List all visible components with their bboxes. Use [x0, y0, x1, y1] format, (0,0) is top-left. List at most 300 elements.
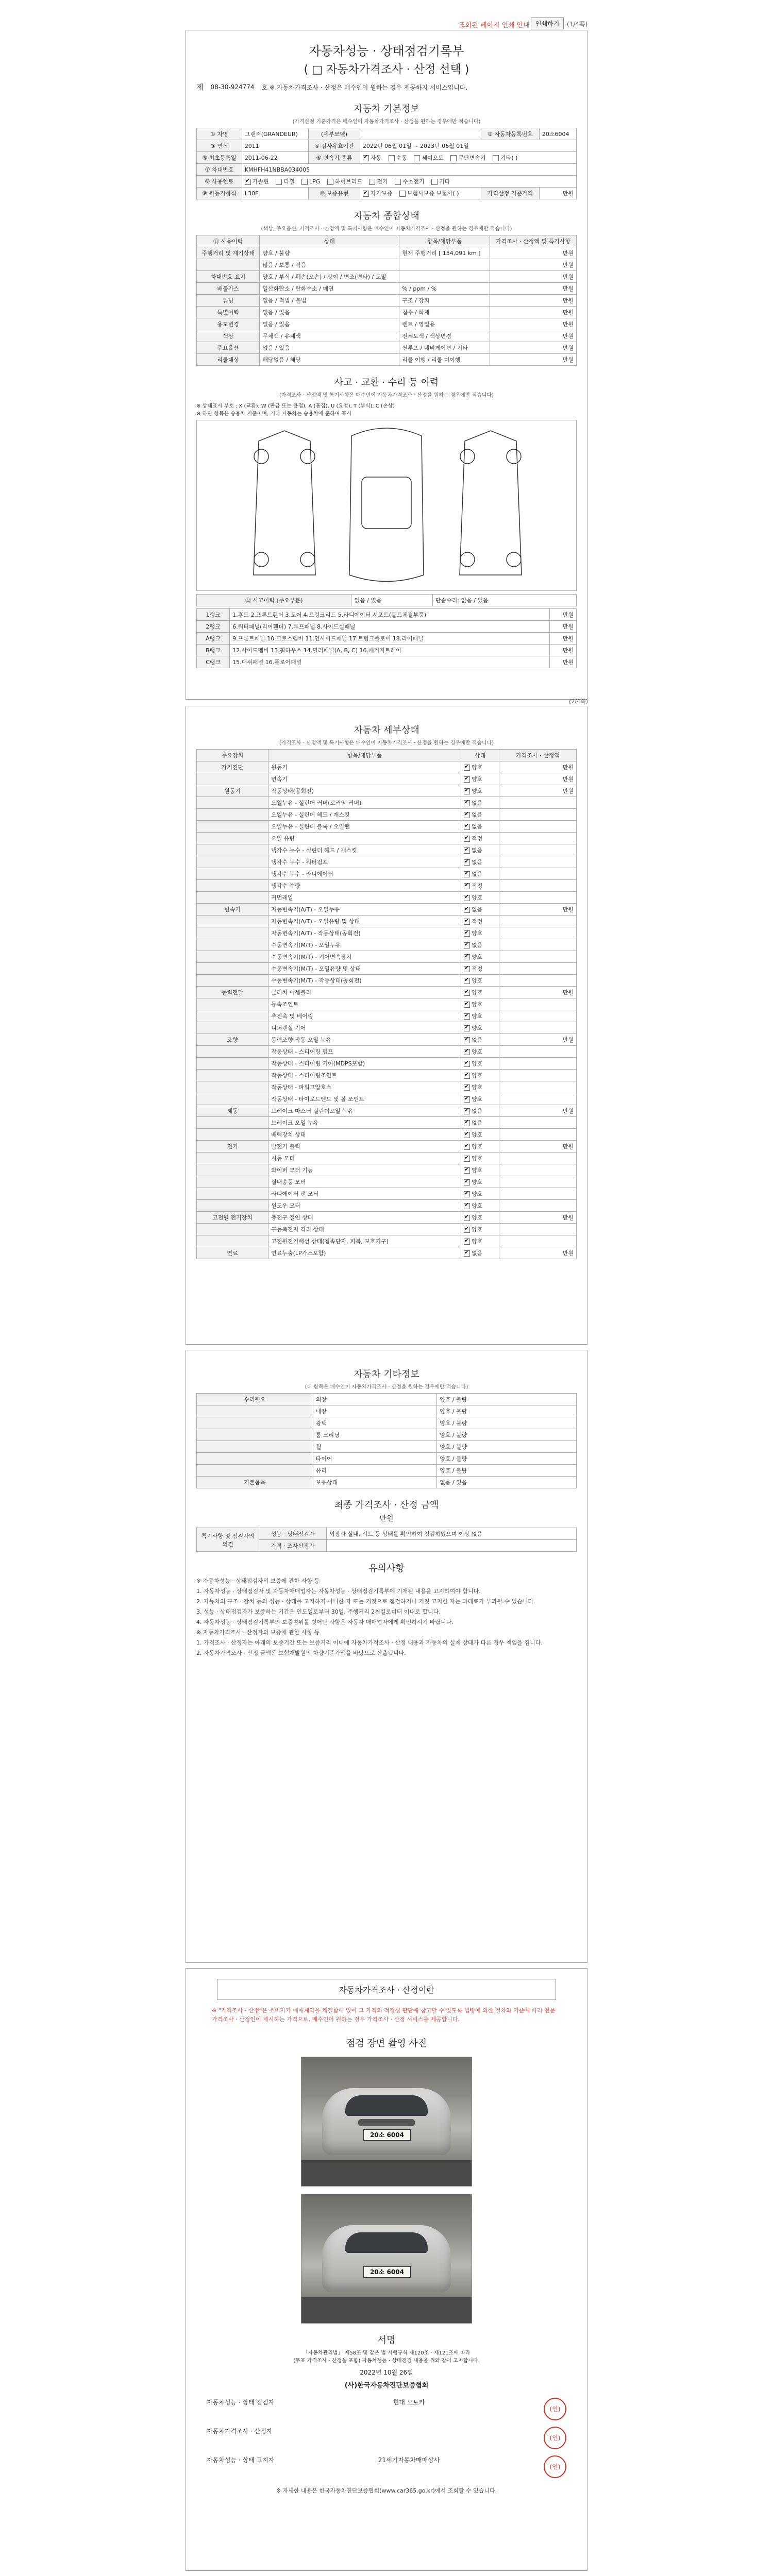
notice-item: 2. 자동차가격조사 · 산정 금액은 보험개발원의 차량기준가액을 바탕으로 산출됩니다. — [196, 1650, 406, 1657]
option-label: 보험사보증 보험사( ) — [407, 190, 459, 197]
detail-state — [461, 1093, 499, 1105]
state-label: 양호 — [472, 1131, 483, 1138]
detail-value — [499, 1117, 576, 1129]
summary-key: 주행거리 및 계기상태 — [197, 247, 260, 259]
detail-item: 라디에이터 팬 모터 — [268, 1188, 461, 1200]
accident-note: (가격조사 · 산정액 및 특기사항은 매수인이 자동차가격조사 · 산정을 원하는 경우에만 적습니다) — [279, 393, 494, 398]
label-inspection-period: ④ 검사유효기간 — [309, 140, 360, 152]
detail-group — [197, 1188, 268, 1200]
table-row — [197, 621, 577, 633]
summary-table — [196, 235, 577, 366]
checkbox — [369, 179, 375, 185]
value-base-price: 만원 — [539, 188, 576, 199]
detail-value — [499, 821, 576, 833]
parts-value: 만원 — [550, 633, 577, 645]
checkbox — [414, 155, 420, 161]
table-row — [197, 963, 577, 975]
detail-value — [499, 1164, 576, 1176]
other-group: 수리필요 — [197, 1394, 313, 1405]
other-item: 유리 — [313, 1465, 436, 1477]
option-other — [493, 154, 517, 162]
detail-item: 냉각수 수량 — [268, 880, 461, 892]
checkbox — [464, 990, 470, 996]
detail-value — [499, 1010, 576, 1022]
detail-value: 만원 — [499, 1105, 576, 1117]
signer-list — [196, 2395, 577, 2481]
detail-group: 자기진단 — [197, 761, 268, 773]
table-row — [197, 271, 577, 283]
table-row — [197, 927, 577, 939]
other-opts: 양호 / 불량 — [437, 1417, 577, 1429]
other-body — [197, 1394, 577, 1488]
detail-state — [461, 1141, 499, 1153]
basic-info-title: 자동차 기본정보 — [354, 104, 419, 114]
value-inspection-period: 2022년 06월 01일 ~ 2023년 06월 01일 — [360, 140, 576, 152]
table-header-row — [197, 750, 577, 761]
signature-text-2: (무표 가격조사 · 산정을 포함) 자동차성능 · 상태점검 내용을 위와 같이 고지합니다. — [293, 2358, 480, 2364]
state-label: 양호 — [472, 1226, 483, 1233]
detail-item: 충전구 절연 상태 — [268, 1212, 461, 1224]
detail-state — [461, 1212, 499, 1224]
option-label: 가솔린 — [252, 178, 269, 185]
option-hydrogen — [395, 177, 425, 185]
detail-group — [197, 868, 268, 880]
detail-value — [499, 1070, 576, 1081]
detail-item: 클러치 어셈블리 — [268, 987, 461, 998]
detail-item: 발전기 출력 — [268, 1141, 461, 1153]
parts-items: 9.프론트패널 10.크로스멤버 11.인사이드패널 17.트렁크플로어 18.리어패널 — [230, 633, 550, 645]
summary-key: 배출가스 — [197, 283, 260, 295]
col-header: 항목/해당부품 — [268, 750, 461, 761]
detail-value: 만원 — [499, 1141, 576, 1153]
reference-line — [196, 82, 577, 92]
opinion-label: 특기사항 및 점검자의 의견 — [197, 1528, 259, 1552]
option-label: 디젤 — [283, 178, 295, 185]
checkbox — [276, 179, 282, 185]
state-label: 양호 — [472, 1191, 483, 1197]
table-row — [197, 1070, 577, 1081]
detail-item: 시동 모터 — [268, 1153, 461, 1164]
summary-state: 무채색 / 유채색 — [260, 330, 399, 342]
value-submodel — [360, 128, 481, 140]
car-outline-diagram — [197, 420, 576, 589]
price-service-box-text: ※ "가격조사 · 산정"은 소비자가 매매계약을 체결함에 있어 그 가격의 적정성 판단에 참고할 수 있도록 법령에 의한 절차와 기준에 따라 전문 가격조사 · 산정인이 제시하는 가격으로, 매수인이 원하는 경우 가격조사 · 산정 서비스를 제공합니다. — [212, 2007, 556, 2023]
table-row — [197, 128, 577, 140]
col-header: 가격조사 · 산정액 및 특기사항 — [490, 235, 577, 247]
summary-key: 용도변경 — [197, 318, 260, 330]
page-count-2: (2/4쪽) — [569, 698, 588, 705]
summary-detail: 침수 / 화재 — [399, 307, 490, 318]
other-item: 내장 — [313, 1405, 436, 1417]
detail-value — [499, 998, 576, 1010]
detail-state — [461, 1247, 499, 1259]
detail-group — [197, 892, 268, 904]
table-row — [197, 295, 577, 307]
label-year: ③ 연식 — [197, 140, 242, 152]
detail-table — [196, 749, 577, 1259]
option-label: 전기 — [377, 178, 388, 185]
detail-item: 냉각수 누수 - 실린더 헤드 / 개스킷 — [268, 844, 461, 856]
checkbox — [327, 179, 333, 185]
state-label: 양호 — [472, 1155, 483, 1162]
table-row — [197, 330, 577, 342]
other-group: 기본품목 — [197, 1477, 313, 1488]
state-label: 양호 — [472, 1048, 483, 1055]
state-label: 양호 — [472, 954, 483, 960]
detail-state — [461, 1081, 499, 1093]
detail-group: 연료 — [197, 1247, 268, 1259]
detail-group: 변속기 — [197, 904, 268, 916]
checkbox — [464, 1227, 470, 1233]
detail-group — [197, 1093, 268, 1105]
detail-value — [499, 868, 576, 880]
table-row — [197, 1058, 577, 1070]
summary-detail: 현재 주행거리 [ 154,091 km ] — [399, 247, 490, 259]
checkbox — [464, 883, 470, 889]
detail-title: 자동차 세부상태 — [354, 725, 419, 736]
summary-detail: 전체도색 / 색상변경 — [399, 330, 490, 342]
other-group — [197, 1417, 313, 1429]
detail-state — [461, 1176, 499, 1188]
state-label: 없음 — [472, 811, 483, 818]
detail-group — [197, 1200, 268, 1212]
table-row — [197, 1034, 577, 1046]
summary-value: 만원 — [490, 259, 577, 271]
label-car-name: ① 차명 — [197, 128, 242, 140]
detail-value — [499, 963, 576, 975]
detail-group — [197, 1164, 268, 1176]
table-row — [197, 785, 577, 797]
parts-items: 12.사이드멤버 13.휠하우스 14.필러패널(A, B, C) 16.패키지트레이 — [230, 645, 550, 656]
checkbox — [464, 1203, 470, 1209]
option-label: 수동 — [396, 155, 407, 161]
option-manual — [389, 154, 407, 162]
table-row — [197, 868, 577, 880]
detail-group — [197, 844, 268, 856]
detail-state — [461, 785, 499, 797]
car-rear-window — [345, 2232, 428, 2253]
detail-item: 원동기 — [268, 761, 461, 773]
detail-value — [499, 1153, 576, 1164]
detail-item: 변속기 — [268, 773, 461, 785]
detail-value — [499, 1093, 576, 1105]
option-electric — [369, 177, 388, 185]
table-row — [197, 342, 577, 354]
table-row — [197, 1247, 577, 1259]
detail-value: 만원 — [499, 761, 576, 773]
state-label: 양호 — [472, 1143, 483, 1150]
detail-item: 고전원전기배선 상태(접속단자, 피복, 보호기구) — [268, 1235, 461, 1247]
table-row — [197, 318, 577, 330]
detail-item: 수동변속기(M/T) - 오일유량 및 상태 — [268, 963, 461, 975]
detail-value — [499, 1200, 576, 1212]
state-label: 적정 — [472, 883, 483, 889]
final-price-title: 최종 가격조사 · 산정 금액 — [334, 1500, 439, 1511]
print-button[interactable]: 인쇄하기 — [531, 18, 564, 29]
detail-item: 자동변속기(A/T) - 오일누유 — [268, 904, 461, 916]
summary-value: 만원 — [490, 247, 577, 259]
photo-ground — [301, 2297, 472, 2323]
option-label: 무단변속기 — [458, 155, 486, 161]
checkbox — [464, 1144, 470, 1150]
page-count-1: (1/4쪽) — [567, 21, 588, 28]
other-item: 광택 — [313, 1417, 436, 1429]
detail-group — [197, 809, 268, 821]
checkbox — [464, 836, 470, 842]
accident-label: ⑫ 사고이력 (주요부분) — [197, 595, 351, 606]
detail-state — [461, 868, 499, 880]
detail-value — [499, 1081, 576, 1093]
summary-state: 없음 / 있음 — [260, 318, 399, 330]
detail-group — [197, 1022, 268, 1034]
parts-rank: C랭크 — [197, 656, 230, 668]
checkbox — [464, 1250, 470, 1257]
parts-body — [197, 609, 577, 668]
checkbox — [464, 954, 470, 960]
detail-value — [499, 939, 576, 951]
detail-group — [197, 927, 268, 939]
detail-group — [197, 1058, 268, 1070]
signer-role: 자동차가격조사 · 산정자 — [207, 2428, 273, 2435]
notice-item: 1. 가격조사 · 산정자는 아래의 보증기간 또는 보증거리 이내에 자동차가격조사 · 산정 내용과 자동차의 실제 상태가 다른 경우 책임을 집니다. — [196, 1639, 543, 1647]
detail-group — [197, 916, 268, 927]
detail-item: 윈도우 모터 — [268, 1200, 461, 1212]
checkbox — [464, 1002, 470, 1008]
signature-text: 「자동차관리법」 제58조 및 같은 법 시행규칙 제120조 · 제121조에 따라 — [303, 2350, 470, 2357]
detail-group: 제동 — [197, 1105, 268, 1117]
checkbox — [464, 848, 470, 854]
summary-detail: 렌트 / 영업용 — [399, 318, 490, 330]
table-row — [197, 1441, 577, 1453]
other-item: 룸 크리닝 — [313, 1429, 436, 1441]
option-hybrid — [327, 177, 362, 185]
table-row — [197, 880, 577, 892]
summary-value: 만원 — [490, 307, 577, 318]
summary-value: 만원 — [490, 318, 577, 330]
detail-state — [461, 939, 499, 951]
ref-no: 08-30-924774 — [210, 83, 255, 91]
state-label: 없음 — [472, 859, 483, 866]
detail-state — [461, 1046, 499, 1058]
fuel-options — [242, 176, 576, 188]
checkbox — [464, 1239, 470, 1245]
state-label: 양호 — [472, 894, 483, 901]
detail-item: 작동상태 - 타이로드엔드 및 볼 조인트 — [268, 1093, 461, 1105]
table-row — [197, 809, 577, 821]
option-label: 기타 — [439, 178, 450, 185]
detail-state — [461, 844, 499, 856]
sheet-page-4 — [186, 1968, 587, 2571]
other-title: 자동차 기타정보 — [354, 1369, 419, 1380]
detail-state — [461, 1034, 499, 1046]
detail-item: 수동변속기(M/T) - 작동상태(공회전) — [268, 975, 461, 987]
label-transmission: ⑥ 변속기 종류 — [309, 152, 360, 164]
detail-group — [197, 1235, 268, 1247]
detail-group — [197, 1046, 268, 1058]
state-label: 양호 — [472, 1013, 483, 1020]
checkbox — [464, 978, 470, 984]
transmission-options — [360, 152, 576, 164]
signer-role: 자동차성능 · 상태 점검자 — [207, 2399, 275, 2406]
other-item: 외장 — [313, 1394, 436, 1405]
table-row — [197, 283, 577, 295]
detail-value: 만원 — [499, 785, 576, 797]
detail-value: 만원 — [499, 773, 576, 785]
option-diesel — [276, 177, 294, 185]
value-first-reg: 2011-06-22 — [242, 152, 308, 164]
detail-group — [197, 1153, 268, 1164]
table-row — [197, 761, 577, 773]
table-row — [197, 904, 577, 916]
option-semi — [414, 154, 444, 162]
opinion-value — [327, 1540, 577, 1552]
detail-item: 동력조향 작동 오일 누유 — [268, 1034, 461, 1046]
checkbox — [399, 191, 406, 197]
label-engine: ⑨ 원동기형식 — [197, 188, 242, 199]
detail-value — [499, 1176, 576, 1188]
state-label: 없음 — [472, 823, 483, 830]
other-table — [196, 1393, 577, 1488]
checkbox — [464, 812, 470, 818]
checkbox — [493, 155, 499, 161]
document-subtitle: ( □ 자동차가격조사 · 산정 선택 ) — [304, 63, 469, 76]
table-row — [197, 164, 577, 176]
detail-group — [197, 1010, 268, 1022]
option-cvt — [450, 154, 485, 162]
state-label: 없음 — [472, 942, 483, 948]
detail-item: 작동상태 - 스티어링 펌프 — [268, 1046, 461, 1058]
detail-value — [499, 809, 576, 821]
detail-state — [461, 1188, 499, 1200]
detail-group — [197, 773, 268, 785]
option-auto — [363, 154, 381, 162]
state-label: 없음 — [472, 800, 483, 806]
detail-group — [197, 1129, 268, 1141]
value-plate: 20소6004 — [539, 128, 576, 140]
checkbox — [464, 1025, 470, 1031]
parts-rank: 1랭크 — [197, 609, 230, 621]
summary-note: (색상, 주요옵션, 가격조사 · 산정액 및 특기사항은 매수인이 자동차가격조사 · 산정을 원하는 경우에만 적습니다) — [261, 226, 512, 232]
summary-key: 주요옵션 — [197, 342, 260, 354]
summary-value: 만원 — [490, 354, 577, 366]
state-label: 없음 — [472, 1120, 483, 1126]
print-guide-link[interactable]: 조회된 페이지 인쇄 안내 — [459, 22, 530, 29]
other-opts: 없음 / 있음 — [437, 1477, 577, 1488]
detail-state — [461, 880, 499, 892]
table-row — [197, 1105, 577, 1117]
table-row — [197, 1022, 577, 1034]
basic-info-table — [196, 128, 577, 199]
table-row — [197, 975, 577, 987]
summary-value: 만원 — [490, 271, 577, 283]
detail-value: 만원 — [499, 1247, 576, 1259]
detail-value — [499, 1188, 576, 1200]
detail-item: 수동변속기(M/T) - 기어변속장치 — [268, 951, 461, 963]
checkbox — [464, 919, 470, 925]
table-row — [197, 259, 577, 271]
detail-item: 실내송풍 모터 — [268, 1176, 461, 1188]
other-opts: 양호 / 불량 — [437, 1394, 577, 1405]
state-label: 없음 — [472, 847, 483, 854]
table-row — [197, 1141, 577, 1153]
summary-detail: 구조 / 장치 — [399, 295, 490, 307]
checkbox — [464, 765, 470, 771]
table-row — [197, 998, 577, 1010]
detail-value — [499, 951, 576, 963]
other-group — [197, 1405, 313, 1417]
summary-key: 색상 — [197, 330, 260, 342]
table-row — [197, 844, 577, 856]
detail-state — [461, 773, 499, 785]
detail-group — [197, 833, 268, 844]
inspection-photo-front — [301, 2057, 472, 2187]
checkbox — [464, 824, 470, 830]
accident-opts: 없음 / 있음 — [351, 595, 432, 606]
detail-item: 오일누유 - 실린더 블록 / 오일팬 — [268, 821, 461, 833]
opinion-key: 성능 · 상태점검자 — [259, 1528, 327, 1540]
other-note: (더 항목은 매수인이 자동차가격조사 · 산정을 원하는 경우에만 적습니다) — [305, 1384, 468, 1390]
table-row — [197, 595, 577, 606]
signer-row — [196, 2424, 577, 2452]
table-row — [197, 1046, 577, 1058]
detail-group — [197, 880, 268, 892]
detail-item: 커먼레일 — [268, 892, 461, 904]
checkbox — [464, 800, 470, 806]
option-label: 수소전기 — [402, 178, 425, 185]
state-label: 적정 — [472, 835, 483, 842]
table-row — [197, 633, 577, 645]
state-label: 양호 — [472, 1167, 483, 1174]
checkbox — [301, 179, 308, 185]
summary-state: 양호 / 부식 / 훼손(오손) / 상이 / 변조(변타) / 도말 — [260, 271, 399, 283]
detail-group — [197, 856, 268, 868]
table-row — [197, 1081, 577, 1093]
option-label: 자동 — [370, 155, 382, 161]
detail-value: 만원 — [499, 987, 576, 998]
checkbox — [363, 191, 369, 197]
detail-value — [499, 1129, 576, 1141]
state-label: 양호 — [472, 1238, 483, 1245]
detail-item: 오일누유 - 실린더 헤드 / 개스킷 — [268, 809, 461, 821]
detail-state — [461, 904, 499, 916]
ref-no-label: 제 — [196, 83, 204, 92]
detail-state — [461, 975, 499, 987]
detail-item: 추진축 및 베어링 — [268, 1010, 461, 1022]
table-row — [197, 152, 577, 164]
detail-value — [499, 916, 576, 927]
other-group — [197, 1429, 313, 1441]
accident-summary-table — [196, 594, 577, 606]
table-row — [197, 1010, 577, 1022]
detail-group: 동력전달 — [197, 987, 268, 998]
parts-value: 만원 — [550, 609, 577, 621]
option-insurer-warranty — [399, 189, 459, 197]
state-label: 양호 — [472, 1025, 483, 1031]
value-engine: L30E — [242, 188, 308, 199]
detail-state — [461, 809, 499, 821]
detail-state — [461, 1117, 499, 1129]
detail-group: 전기 — [197, 1141, 268, 1153]
state-label: 없음 — [472, 906, 483, 913]
detail-group — [197, 939, 268, 951]
notice-item: 1. 자동차성능 · 상태점검자 및 자동차매매업자는 자동차성능 · 상태점검기록부에 기재된 내용을 고지하여야 합니다. — [196, 1588, 481, 1595]
detail-group — [197, 998, 268, 1010]
state-label: 없음 — [472, 871, 483, 877]
detail-value — [499, 797, 576, 809]
detail-value — [499, 1058, 576, 1070]
detail-state — [461, 833, 499, 844]
accident-legend-2: ※ 하단 항목은 승용차 기준이며, 기타 자동차는 승용차에 준하여 표시 — [196, 411, 351, 417]
